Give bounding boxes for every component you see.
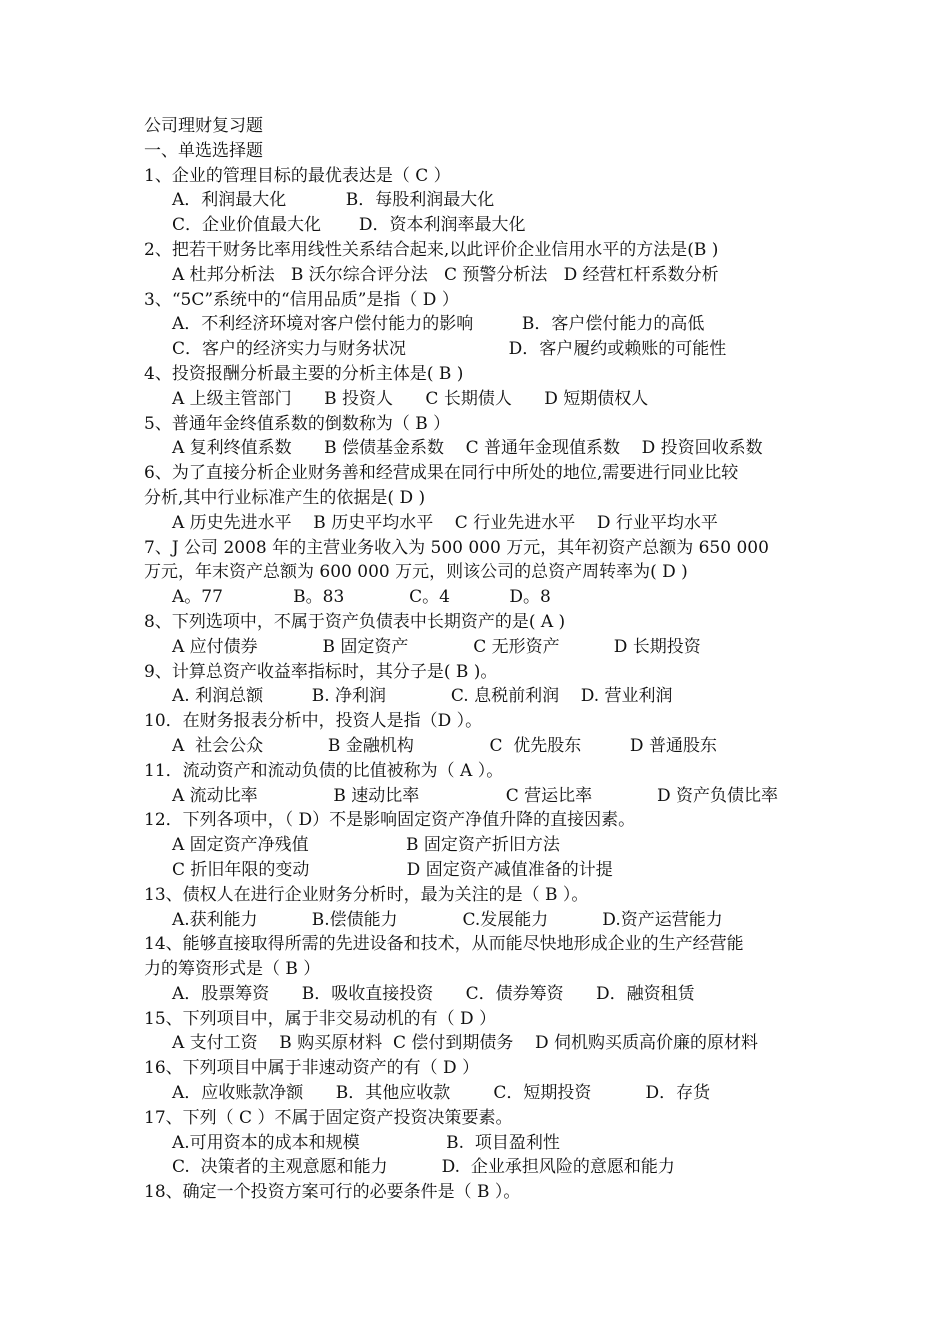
answer-options-line: A．股票筹资 B．吸收直接投资 C．债券筹资 D．融资租赁 (172, 983, 695, 1004)
question-line: 2、把若干财务比率用线性关系结合起来,以此评价企业信用水平的方法是(B ) (144, 239, 719, 260)
answer-options-line: A 社会公众 B 金融机构 C 优先股东 D 普通股东 (172, 735, 717, 756)
section-heading: 一、单选选择题 (144, 140, 263, 161)
answer-options-line: C 折旧年限的变动 D 固定资产减值准备的计提 (172, 859, 613, 880)
answer-options-line: A. 利润总额 B. 净利润 C. 息税前利润 D. 营业利润 (172, 686, 673, 707)
answer-options-line: A 历史先进水平 B 历史平均水平 C 行业先进水平 D 行业平均水平 (172, 512, 718, 533)
answer-options-line: A 复利终值系数 B 偿债基金系数 C 普通年金现值系数 D 投资回收系数 (172, 438, 763, 459)
document-title: 公司理财复习题 (144, 116, 263, 136)
question-line: 8、下列选项中，不属于资产负债表中长期资产的是( A ) (144, 611, 566, 632)
question-line: 9、计算总资产收益率指标时，其分子是( B )。 (144, 661, 498, 682)
answer-options-line: A 应付债券 B 固定资产 C 无形资产 D 长期投资 (172, 636, 701, 657)
question-line: 5、普通年金终值系数的倒数称为（ B ） (144, 413, 451, 434)
question-line: 12．下列各项中，（ D）不是影响固定资产净值升降的直接因素。 (144, 810, 636, 831)
question-line: 7、J 公司 2008 年的主营业务收入为 500 000 万元，其年初资产总额为 650 000 (144, 537, 769, 558)
question-line: 17、下列（ C ）不属于固定资产投资决策要素。 (144, 1107, 513, 1128)
answer-options-line: A．应收账款净额 B．其他应收款 C．短期投资 D．存货 (172, 1083, 711, 1104)
question-line: 11．流动资产和流动负债的比值被称为（ A ）。 (144, 760, 504, 781)
answer-options-line: C. 决策者的主观意愿和能力 D. 企业承担风险的意愿和能力 (172, 1157, 675, 1178)
question-line: 15、下列项目中，属于非交易动机的有（ D ） (144, 1008, 497, 1029)
answer-options-line: A．利润最大化 B．每股利润最大化 (172, 190, 495, 211)
answer-options-line: C．企业价值最大化 D．资本利润率最大化 (172, 215, 526, 236)
question-line: 13、债权人在进行企业财务分析时，最为关注的是（ B ）。 (144, 884, 589, 905)
question-line: 6、为了直接分析企业财务善和经营成果在同行中所处的地位,需要进行同业比较 (144, 463, 739, 484)
question-list (144, 164, 814, 1205)
question-line: 10．在财务报表分析中，投资人是指（D ）。 (144, 711, 483, 732)
question-line: 18、确定一个投资方案可行的必要条件是（ B ）。 (144, 1182, 521, 1203)
answer-options-line: A．不利经济环境对客户偿付能力的影响 B．客户偿付能力的高低 (172, 314, 705, 335)
answer-options-line: A 上级主管部门 B 投资人 C 长期债人 D 短期债权人 (172, 388, 649, 409)
answer-options-line: A 支付工资 B 购买原材料 C 偿付到期债务 D 伺机购买质高价廉的原材料 (172, 1033, 759, 1054)
answer-options-line: A 流动比率 B 速动比率 C 营运比率 D 资产负债比率 (172, 785, 778, 806)
question-line: 1、企业的管理目标的最优表达是（ C ） (144, 165, 451, 186)
question-line: 3、“5C”系统中的“信用品质”是指（ D ） (144, 289, 459, 310)
question-line: 14、能够直接取得所需的先进设备和技术，从而能尽快地形成企业的生产经营能 (144, 934, 744, 955)
document-content (144, 114, 814, 1205)
answer-options-line: C．客户的经济实力与财务状况 D．客户履约或赖账的可能性 (172, 339, 727, 360)
question-line: 4、投资报酬分析最主要的分析主体是( B ) (144, 363, 464, 384)
answer-options-line: A 杜邦分析法 B 沃尔综合评分法 C 预警分析法 D 经营杠杆系数分析 (172, 264, 719, 285)
question-line: 万元，年末资产总额为 600 000 万元，则该公司的总资产周转率为( D ) (144, 562, 688, 583)
answer-options-line: A。77 B。83 C。4 D。8 (172, 587, 551, 608)
answer-options-line: A 固定资产净残值 B 固定资产折旧方法 (172, 835, 560, 856)
question-line: 16、下列项目中属于非速动资产的有（ D ） (144, 1058, 480, 1079)
answer-options-line: A.获利能力 B.偿债能力 C.发展能力 D.资产运营能力 (172, 909, 723, 930)
question-line: 分析,其中行业标准产生的依据是( D ) (144, 487, 426, 508)
question-line: 力的筹资形式是（ B ） (144, 959, 321, 980)
answer-options-line: A.可用资本的成本和规模 B. 项目盈利性 (172, 1132, 560, 1153)
